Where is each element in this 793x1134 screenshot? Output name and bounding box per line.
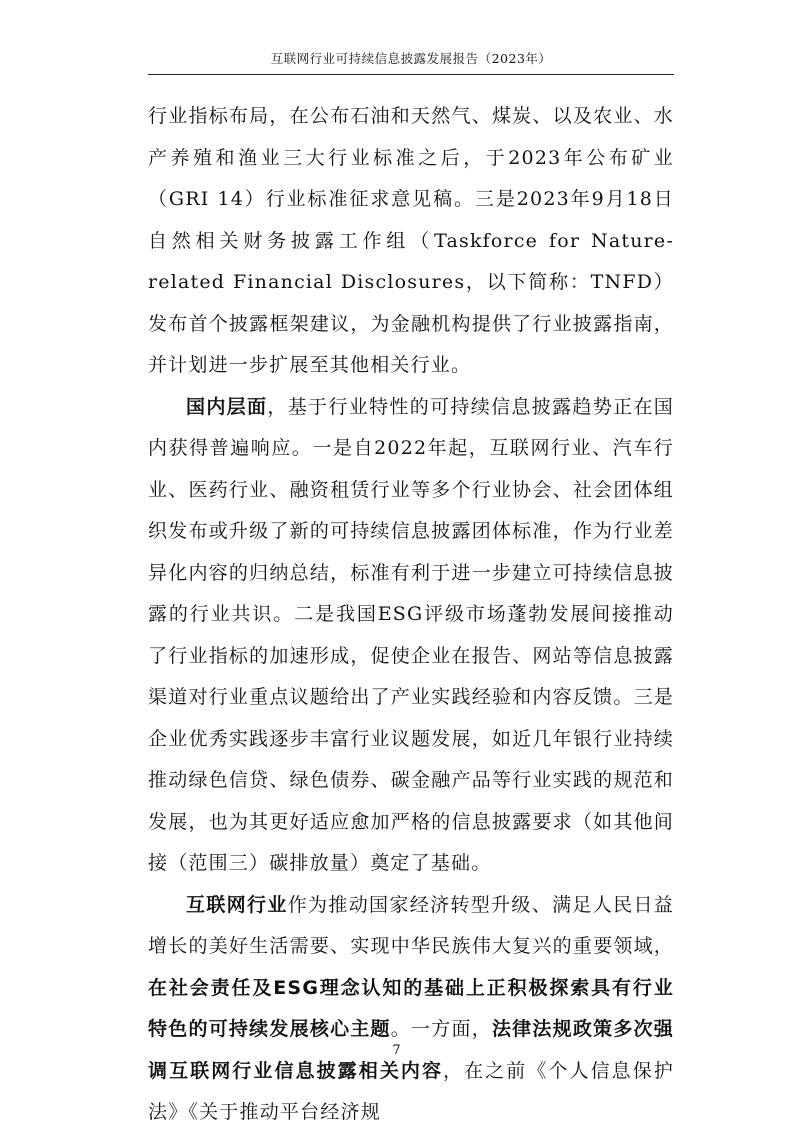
paragraph-domestic	[148, 387, 674, 885]
domestic-text: ，基于行业特性的可持续信息披露趋势正在国内获得普遍响应。一是自2022年起，互联网行业、汽车行业、医药行业、融资租赁行业等多个行业协会、社会团体组织发布或升级了新的可持续信息披露团体标准，作为行业差异化内容的归纳总结，标准有利于进一步建立可持续信息披露的行业共识。二是我国ESG评级市场蓬勃发展间接推动了行业指标的加速形成，促使企业在报告、网站等信息披露渠道对行业重点议题给出了产业实践经验和内容反馈。三是企业优秀实践逐步丰富行业议题发展，如近几年银行业持续推动绿色信贷、绿色债券、碳金融产品等行业实践的规范和发展，也为其更好适应愈加严格的信息披露要求（如其他间接（范围三）碳排放量）奠定了基础。	[148, 395, 674, 874]
internet-text-2: 。一方面，	[390, 1018, 492, 1040]
paragraph-international-continued: 行业指标布局，在公布石油和天然气、煤炭、以及农业、水产养殖和渔业三大行业标准之后，于2023年公布矿业（GRI 14）行业标准征求意见稿。三是2023年9月18日自然相关财务披露工作组（Taskforce for Nature-related Financial Disclosures，以下简称：TNFD）发布首个披露框架建议，为金融机构提供了行业披露指南，并计划进一步扩展至其他相关行业。	[148, 105, 674, 376]
internet-text-3: ，在之前《个人信息保护法》《关于推动平台经济规	[148, 1059, 674, 1123]
paragraph-internet-industry	[148, 885, 674, 1134]
header-title: 互联网行业可持续信息披露发展报告（2023年）	[270, 51, 552, 66]
internet-emphasis-2: 法律法规政策多次强调互联网行业信息披露相关内容	[148, 1018, 674, 1082]
running-header	[148, 48, 674, 75]
internet-text-1: 作为推动国家经济转型升级、满足人民日益增长的美好生活需要、实现中华民族伟大复兴的重要领域，	[148, 893, 674, 957]
page-number: 7	[392, 1043, 401, 1058]
body-text	[148, 96, 674, 1134]
internet-heading: 互联网行业	[186, 893, 288, 916]
domestic-heading: 国内层面	[186, 395, 268, 418]
internet-emphasis-1: 在社会责任及ESG理念认知的基础上正积极探索具有行业特色的可持续发展核心主题	[148, 976, 674, 1040]
